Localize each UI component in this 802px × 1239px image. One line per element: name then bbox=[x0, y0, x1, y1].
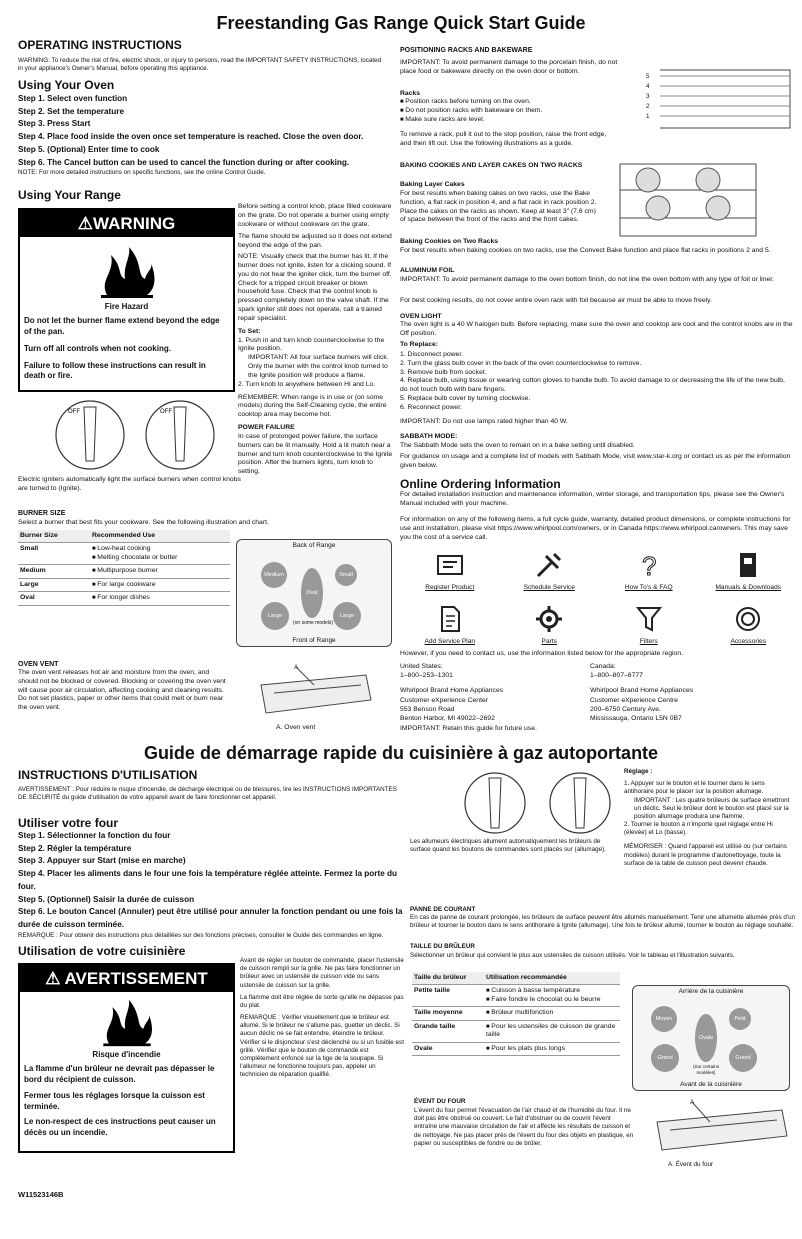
filter-icon bbox=[613, 600, 685, 638]
racks-subheading: Racks bbox=[400, 90, 421, 97]
faq-icon bbox=[613, 546, 685, 584]
racks-important: IMPORTANT: To avoid permanent damage to the porcelain finish, do not place food or bakeware directly on the oven door or bottom. bbox=[400, 59, 618, 75]
link-register-product[interactable]: Register Product bbox=[400, 546, 500, 592]
some-models-label: (Sur certains modèles) bbox=[692, 1064, 720, 1075]
oven-step: Step 6. The Cancel button can be used to cancel the function during or after cooking. bbox=[18, 157, 350, 167]
to-set-heading: To Set: bbox=[238, 327, 261, 335]
table-row: Oval ■ For longer dishes bbox=[18, 592, 230, 606]
table-row: Petite taille ■ Cuisson à basse température ■ Faire fondre le chocolat ou le beurre bbox=[412, 985, 620, 1007]
oven-step: Step 5. (Optionnel) Saisir la durée de cuisson bbox=[18, 894, 195, 904]
oven-vent-text: The oven vent releases hot air and moisture from the oven, and should not be blocked or covered. Blocking or covering the oven vent will cause poor air circulation, affecting cooking and cleaning results. Do not set plastics, paper or other items that could melt or burn near the oven vent. bbox=[18, 669, 226, 712]
svg-text:OFF: OFF bbox=[160, 409, 172, 415]
fire-hazard-label: Fire Hazard bbox=[104, 302, 149, 312]
oven-vent-illustration bbox=[256, 665, 376, 723]
baking-layer-text: For best results when baking cakes on two racks, use the Bake function, a flat rack in position 4, and a flat rack in rack position 2. Place the cakes on the racks as shown. Keep at least 3" (7.6 cm) of space between the front of the racks and the front cakes. bbox=[400, 190, 597, 224]
warning-banner: ⚠WARNING bbox=[20, 210, 233, 237]
warning-box bbox=[18, 208, 235, 392]
link-manuals-downloads[interactable]: Manuals & Downloads bbox=[699, 546, 799, 592]
svg-text:OFF: OFF bbox=[68, 409, 80, 415]
warning-banner: ⚠ AVERTISSEMENT bbox=[20, 965, 233, 992]
oven-step: Step 2. Régler la température bbox=[18, 843, 132, 853]
burner-large: Large bbox=[261, 602, 289, 630]
doc-title: Freestanding Gas Range Quick Start Guide bbox=[216, 13, 586, 33]
range-paragraph: The flame should be adjusted so it does not extend beyond the edge of the pan. bbox=[238, 233, 392, 250]
service-icon bbox=[513, 546, 585, 584]
to-replace-heading: To Replace: bbox=[400, 341, 439, 348]
remember-text: REMEMBER: When range is in use or (on some models) during the Self-Cleaning cycle, the entire cooktop area may become hot. bbox=[238, 393, 387, 419]
some-models-label: (on some models) bbox=[292, 620, 333, 626]
warning-line: WARNING: To reduce the risk of fire, electric shock, or injury to persons, read the IMPORTANT SAFETY INSTRUCTIONS, located in your appliance's Owner's Manual, before operating this appliance. bbox=[18, 57, 382, 73]
set-step: 2. Turn knob to anywhere between Hi and Lo. bbox=[238, 380, 376, 388]
fr-burner-size-heading: TAILLE DU BRÛLEUR bbox=[410, 943, 475, 950]
flame-icon bbox=[97, 998, 157, 1048]
range-instructions bbox=[238, 203, 396, 477]
racks-heading: POSITIONING RACKS AND BAKEWARE bbox=[400, 47, 533, 54]
oven-note: REMARQUE : Pour obtenir des instructions plus détaillées sur des fonctions précises, consulter le Guide des commandes en ligne. bbox=[18, 931, 384, 939]
table-header: Burner Size bbox=[18, 530, 90, 543]
fr-burner-size-text: Sélectionner un brûleur qui convient le plus aux ustensiles de cuisson utilisés. Voir le tableau et l'illustration suivants. bbox=[410, 952, 735, 959]
table-row: Ovale ■ Pour les plats plus longs bbox=[412, 1042, 620, 1056]
rack-numbers: 5 4 3 2 1 bbox=[646, 73, 650, 120]
power-failure-text: In case of prolonged power failure, the surface burners can be lit manually. Hold a lit match near a burner and turn knob counterclockwise to the Ignite position. After the burners lights, turn knob to setting. bbox=[238, 432, 393, 476]
set-important: IMPORTANT: All four surface burners will click. Only the burner with the control knob turned to the Ignite position will produce a flame. bbox=[248, 354, 389, 379]
replace-step: 3. Remove bulb from socket. bbox=[400, 368, 487, 376]
burner-oval: Oval bbox=[301, 568, 323, 618]
power-failure-heading: POWER FAILURE bbox=[238, 424, 295, 432]
parts-icon bbox=[513, 600, 585, 638]
fr-cooktop-diagram bbox=[632, 985, 790, 1091]
baking-cookies-heading: Baking Cookies on Two Racks bbox=[400, 238, 499, 245]
set-step: 1. Push in and turn knob counterclockwise to the Ignite position. bbox=[238, 336, 385, 353]
fr-control-knobs-illustration bbox=[455, 768, 625, 838]
warning-text: Do not let the burner flame extend beyond the edge of the pan. bbox=[24, 316, 220, 337]
fr-oven-vent-heading: ÉVENT DU FOUR bbox=[414, 1098, 466, 1105]
sabbath-text: The Sabbath Mode sets the oven to remain on in a bake setting until disabled. bbox=[400, 442, 635, 449]
fr-oven-steps bbox=[18, 830, 410, 940]
burner-small: Petit bbox=[729, 1008, 751, 1030]
rack-positions-illustration bbox=[640, 62, 795, 132]
igniter-text: Electric igniters automatically light the surface burners when control knobs are turned to (Ignite). bbox=[18, 476, 241, 492]
cooktop-diagram bbox=[236, 539, 392, 647]
contact-us: United States: 1–800–253–1301 Whirlpool Brand Home Appliances Customer eXperience Center 553 Benson Road Benton Harbor, MI 49022–2692 bbox=[400, 663, 504, 722]
manual-icon bbox=[712, 546, 784, 584]
svg-text:?: ? bbox=[641, 551, 657, 580]
link-parts[interactable]: Parts bbox=[500, 600, 600, 646]
fr-range-instructions: Avant de régler un bouton de commande, placer l'ustensile de cuisson rempli sur la grille. Ne pas faire fonctionner un brûleur avec un ustensile de cuisson vide ou sans ustensile de cuisson sur la grille. La flamme doit être réglée de sorte qu'elle ne dépasse pas du plat. REMARQUE : Vérifier visuellement que le brûleur est allumé. Si le brûleur ne s'allume pas, guetter un déclic. Si aucun déclic ne se fait entendre, éteindre le brûleur. Vérifier si le disjoncteur s'est déclenché ou si un fusible est grillé. Vérifier que le bouton de commande est complètement enfoncé sur la tige de la soupape. Si l'allumeur ne fonctionne toujours pas, appeler un technicien de réparation qualifié. bbox=[240, 957, 404, 1079]
replace-step: 1. Disconnect power. bbox=[400, 351, 464, 358]
foil-text: For best cooking results, do not cover entire oven rack with foil because air must be able to move freely. bbox=[400, 297, 712, 304]
oven-step: Step 2. Set the temperature bbox=[18, 106, 125, 116]
table-header: Recommended Use bbox=[90, 530, 230, 543]
using-range-heading: Using Your Range bbox=[18, 188, 121, 202]
fr-burner-table bbox=[412, 972, 620, 1056]
fr-doc-title: Guide de démarrage rapide du cuisinière à gaz autoportante bbox=[143, 743, 659, 763]
baking-cookies-text: For best results when baking cookies on two racks, use the Convect Bake function and place flat racks in positions 2 and 5. bbox=[400, 247, 771, 254]
replace-step: 5. Replace bulb cover by turning clockwise. bbox=[400, 395, 531, 403]
burner-small: Small bbox=[335, 564, 357, 586]
warning-text: Le non-respect de ces instructions peut causer un décès ou un incendie. bbox=[24, 1117, 216, 1138]
baking-heading: BAKING COOKIES AND LAYER CAKES ON TWO RACKS bbox=[400, 162, 583, 169]
baking-racks-illustration bbox=[618, 162, 758, 238]
oven-step: Step 5. (Optional) Enter time to cook bbox=[18, 144, 160, 154]
register-icon bbox=[414, 546, 486, 584]
foil-important: IMPORTANT: To avoid permanent damage to the oven bottom finish, do not line the oven bottom with any type of foil or liner. bbox=[400, 276, 775, 283]
fr-warning-box bbox=[18, 963, 235, 1153]
contact-canada: Canada: 1–800–807–6777 Whirlpool Brand Home Appliances Customer eXperience Centre 200–6750 Century Ave. Mississauga, Ontario L5N 0B7 bbox=[590, 663, 694, 722]
oven-step: Step 6. Le bouton Cancel (Annuler) peut être utilisé pour annuler la fonction pendant ou une fois la durée de cuisson terminée. bbox=[18, 907, 403, 929]
retain-note: IMPORTANT: Retain this guide for future use. bbox=[400, 725, 537, 732]
online-ordering-heading: Online Ordering Information bbox=[400, 477, 561, 491]
back-of-range-label: Arrière de la cuisinière bbox=[678, 988, 744, 995]
fr-igniter-text: Les allumeurs électriques allument automatiquement les brûleurs de surface quand les boutons de commandes sont placés sur (allumage). bbox=[410, 838, 607, 854]
sabbath-heading: SABBATH MODE: bbox=[400, 433, 458, 440]
warning-text: Failure to follow these instructions can result in death or fire. bbox=[24, 360, 206, 381]
warning-triangle-icon: ⚠ bbox=[77, 214, 94, 233]
oven-step: Step 3. Appuyer sur Start (mise en marche) bbox=[18, 856, 186, 866]
oven-note: NOTE: For more detailed instructions on specific functions, see the online Control Guide. bbox=[18, 169, 266, 177]
fr-power-heading: PANNE DE COURANT bbox=[410, 906, 476, 913]
link-accessories[interactable]: Accessories bbox=[699, 600, 799, 646]
replace-step: 2. Turn the glass bulb cover in the back of the oven counterclockwise to remove. bbox=[400, 359, 642, 367]
burner-large: Grand bbox=[729, 1044, 757, 1072]
oven-step: Step 1. Select oven function bbox=[18, 94, 128, 103]
operating-heading: OPERATING INSTRUCTIONS bbox=[18, 38, 182, 52]
oven-light-heading: OVEN LIGHT bbox=[400, 313, 442, 320]
table-row: Taille moyenne ■ Brûleur multifonction bbox=[412, 1007, 620, 1021]
replace-important: IMPORTANT: Do not use lamps rated higher than 40 W. bbox=[400, 418, 568, 425]
oven-light-text: The oven light is a 40 W halogen bulb. Before replacing, make sure the oven and cooktop are cool and the control knobs are in the Off position. bbox=[400, 321, 793, 337]
link-how-tos-faq[interactable]: ? How To's & FAQ bbox=[599, 546, 699, 592]
table-header: Taille du brûleur bbox=[412, 972, 484, 985]
oven-step: Step 4. Place food inside the oven once set temperature is reached. Close the oven door. bbox=[18, 132, 364, 142]
control-knobs-illustration bbox=[50, 395, 220, 475]
warning-triangle-icon: ⚠ bbox=[45, 969, 65, 988]
burner-medium: Moyen bbox=[651, 1006, 677, 1032]
back-of-range-label: Back of Range bbox=[292, 542, 336, 549]
fr-power-text: En cas de panne de courant prolongée, les brûleurs de surface peuvent être allumés manuellement. Tenir une allumette allumée près d'un brûleur et tourner le bouton dans le sens antihoraire à Ignite (allumage). Une fois le brûleur allumé, tourner le bouton au réglage souhaité. bbox=[410, 914, 796, 930]
oven-step: Step 4. Placer les aliments dans le four une fois la température réglée atteinte. Fermez la porte du four. bbox=[18, 869, 398, 891]
baking-layer-heading: Baking Layer Cakes bbox=[400, 181, 465, 188]
link-add-service-plan[interactable]: Add Service Plan bbox=[400, 600, 500, 646]
link-schedule-service[interactable]: Schedule Service bbox=[500, 546, 600, 592]
table-row: Grande taille ■ Pour les ustensiles de cuisson de grande taille bbox=[412, 1020, 620, 1042]
oven-steps bbox=[18, 93, 396, 177]
fire-hazard-label: Risque d'incendie bbox=[92, 1050, 161, 1060]
fr-using-oven-heading: Utiliser votre four bbox=[18, 816, 119, 830]
front-of-range-label: Avant de la cuisinière bbox=[680, 1080, 742, 1088]
replace-step: 6. Reconnect power. bbox=[400, 403, 462, 411]
accessories-icon bbox=[712, 600, 784, 638]
fr-oven-vent-illustration bbox=[652, 1100, 792, 1158]
range-paragraph: Before setting a control knob, place filled cookware on the grate. Do not operate a burner using empty cookware or without cookware on the grate. bbox=[238, 203, 392, 228]
fr-oven-vent-text: L'évent du four permet l'évacuation de l'air chaud et de l'humidité du four. Il ne doit pas être obstrué ou couvert. Le fait d'obstruer ou de couvrir l'évent entraîne une mauvaise circulation de l'air et affecte les résultats de cuisson et de nettoyage. Ne pas placer près de l'évent du four des objets en plastique, en papier ou susceptibles de fondre ou de brûler. bbox=[414, 1107, 634, 1147]
contact-intro: However, if you need to contact us, use the information listed below for the appropriate region. bbox=[400, 650, 683, 657]
fr-vent-marker: A bbox=[690, 1099, 695, 1106]
racks-remove: To remove a rack, pull it out to the stop position, raise the front edge, and then lift out. Use the following illustrations as a guide. bbox=[400, 131, 607, 147]
fr-warning-line: AVERTISSEMENT : Pour réduire le risque d'incendie, de décharge électrique ou de blessures, lire les INSTRUCTIONS IMPORTANTES DE SÉCURITÉ du guide d'utilisation de votre appareil avant de faire fonctionner cet appareil. bbox=[18, 786, 397, 802]
burner-table bbox=[18, 530, 230, 606]
replace-step: 4. Replace bulb, using tissue or wearing cotton gloves to handle bulb. To avoid damage to or decreasing the life of the new bulb, do not touch bulb with bare fingers. bbox=[400, 377, 785, 394]
racks-list bbox=[400, 98, 630, 124]
list-item: ■ Make sure racks are level. bbox=[400, 116, 630, 125]
support-links-grid bbox=[400, 546, 798, 646]
burner-size-heading: BURNER SIZE bbox=[18, 510, 66, 517]
table-row: Large ■ For large cookware bbox=[18, 578, 230, 592]
warning-text: Fermer tous les réglages lorsque la cuisson est terminée. bbox=[24, 1090, 205, 1111]
online-text: For detailed installation instruction and maintenance information, winter storage, and transportation tips, please see the Owner's Manual included with your machine. bbox=[400, 491, 785, 507]
footer-code: W11523146B bbox=[18, 1190, 64, 1199]
vent-caption: A. Oven vent bbox=[276, 724, 316, 731]
fr-using-range-heading: Utilisation de votre cuisinière bbox=[18, 944, 186, 958]
burner-large: Large bbox=[333, 602, 361, 630]
vent-marker: A bbox=[294, 664, 299, 671]
list-item: ■ Position racks before turning on the oven. bbox=[400, 98, 630, 107]
burner-oval: Ovale bbox=[695, 1014, 717, 1062]
table-header: Utilisation recommandée bbox=[484, 972, 620, 985]
fr-operating-heading: INSTRUCTIONS D'UTILISATION bbox=[18, 768, 198, 782]
flame-icon bbox=[97, 245, 157, 300]
oven-step: Step 3. Press Start bbox=[18, 119, 91, 129]
fr-vent-caption: A. Évent du four bbox=[668, 1161, 714, 1168]
list-item: ■ Do not position racks with bakeware on them. bbox=[400, 107, 630, 116]
oven-step: Step 1. Sélectionner la fonction du four bbox=[18, 831, 171, 840]
range-note: NOTE: Visually check that the burner has lit. If the burner does not ignite, listen for a clicking sound. If you do not hear the igniter click, turn the burner off. Check for a tripped circuit breaker or blown household fuse. Check that the control knob is pressed completely down on the valve shaft. If the spark igniter still does not operate, call a trained repair specialist. bbox=[238, 253, 392, 322]
oven-vent-heading: OVEN VENT bbox=[18, 661, 59, 668]
using-oven-heading: Using Your Oven bbox=[18, 78, 115, 92]
link-filters[interactable]: Filters bbox=[599, 600, 699, 646]
warning-text: Turn off all controls when not cooking. bbox=[24, 343, 171, 353]
warning-text: La flamme d'un brûleur ne devrait pas dépasser le bord du récipient de cuisson. bbox=[24, 1064, 215, 1085]
burner-medium: Medium bbox=[261, 562, 287, 588]
front-of-range-label: Front of Range bbox=[292, 636, 336, 644]
online-text-2: For information on any of the following items, a full cycle guide, warranty, detailed product dimensions, or complete instructions for use and installation, please visit https://www.whirlpool.com/owners, or in Canada https://www.whirlpool.ca/owners. This may save you the cost of a service call. bbox=[400, 516, 791, 541]
burner-size-text: Select a burner that best fits your cookware. See the following illustration and chart. bbox=[18, 519, 269, 526]
foil-heading: ALUMINUM FOIL bbox=[400, 267, 455, 274]
burner-large: Grand bbox=[651, 1044, 679, 1072]
fr-reglage: Réglage : 1. Appuyer sur le bouton et le tourner dans le sens antihoraire pour le placer sur la position allumage. IMPORTANT : Les quatre brûleurs de surface émettront un déclic. Seul le brûleur dont le bouton est placé sur la position allumage produira une flamme. 2. Tourner le bouton à n'importe quel réglage entre Hi (élevée) et Lo (basse). MÉMORISER : Quand l'appareil est utilisé ou (sur certains modèles) durant le programme d'autonettoyage, toute la surface de la table de cuisson peut devenir chaude. bbox=[624, 768, 790, 867]
table-row: Medium ■ Multipurpose burner bbox=[18, 565, 230, 579]
plan-icon bbox=[414, 600, 486, 638]
replace-steps bbox=[400, 351, 790, 413]
sabbath-text-2: For guidance on usage and a complete list of models with Sabbath Mode, visit www.star-k.org or contact us as per the information given below. bbox=[400, 453, 791, 469]
table-row: Small ■ Low-heat cooking ■ Melting chocolate or butter bbox=[18, 543, 230, 565]
